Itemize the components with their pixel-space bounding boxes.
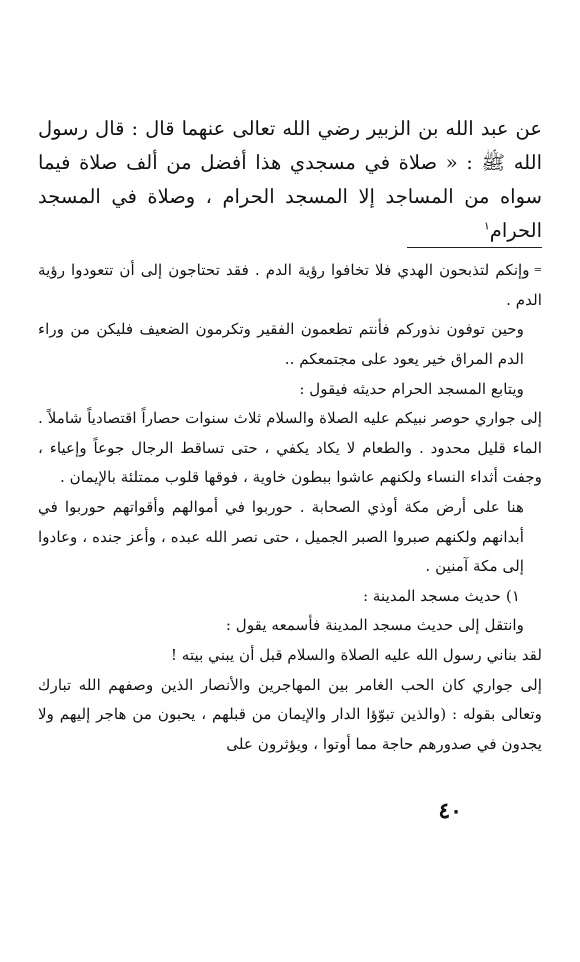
- continuation-mark: =: [533, 265, 542, 277]
- footnote-line: ويتابع المسجد الحرام حديثه فيقول :: [299, 379, 524, 398]
- main-body-text: [38, 112, 542, 248]
- footnote-line: لقد بناني رسول الله عليه الصلاة والسلام قبل أن يبني بيته !: [170, 645, 542, 664]
- page-number: ٤٠: [438, 798, 462, 824]
- footnote-reference: ١: [483, 219, 490, 233]
- footnote-line: إلى جواري كان الحب الغامر بين المهاجرين والأنصار الذين وصفهم الله تبارك وتعالى بقوله : (والذين تبوّؤا الدار والإيمان من قبلهم ، يحبون من هاجر إليهم ولا يجدون في صدورهم حاجة مما أوتوا ، ويؤثرون على: [38, 675, 542, 753]
- footnote-line: هنا على أرض مكة أوذي الصحابة . حوربوا في أموالهم وأقواتهم حوربوا في أبدانهم ولكنهم صبروا الصبر الجميل ، حتى نصر الله عبده ، وأعز جنده ، وعادوا إلى مكة آمنين .: [38, 497, 524, 576]
- footnote-line: إلى جواري حوصر نبيكم عليه الصلاة والسلام ثلاث سنوات حصاراً اقتصادياً شاملاً . الماء قليل محدود . والطعام لا يكاد يكفي ، حتى تساقط الرجال جوعاً وإعياء ، وجفت أثداء النساء ولكنهم عاشوا ببطون خاوية ، فوقها قلوب ممتلئة بالإيمان .: [38, 409, 542, 487]
- hadith-paragraph: [38, 112, 542, 248]
- hadith-text: عن عبد الله بن الزبير رضي الله تعالى عنهما قال : قال رسول الله ﷺ : « صلاة في مسجدي هذا أفضل من ألف صلاة فيما سواه من المساجد إلا المسجد الحرام ، وصلاة في المسجد الحرام: [38, 117, 542, 242]
- footnote-subheading: ١) حديث مسجد المدينة :: [362, 586, 520, 605]
- footnote-separator: [407, 247, 542, 248]
- footnote-line: وحين توفون نذوركم فأنتم تطعمون الفقير وتكرمون الضعيف فليكن من وراء الدم المراق خير يعود على مجتمعكم ..: [38, 320, 524, 368]
- footnote-block: [38, 256, 542, 759]
- footnote-line: =وإنكم لتذبحون الهدي فلا تخافوا رؤية الدم . فقد تحتاجون إلى أن تتعودوا رؤية الدم .: [38, 261, 542, 309]
- footnote-line: وانتقل إلى حديث مسجد المدينة فأسمعه يقول :: [225, 616, 524, 635]
